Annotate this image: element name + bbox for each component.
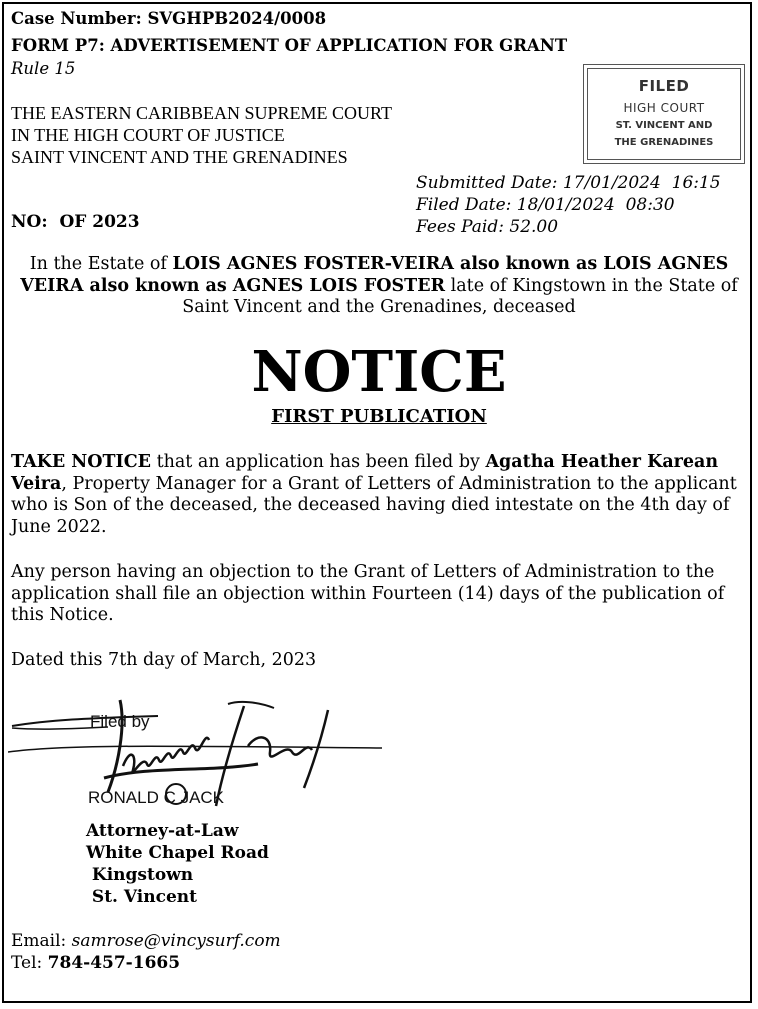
stamp-line: THE GRENADINES	[614, 137, 714, 148]
address-line: St. Vincent	[86, 887, 197, 907]
court-heading	[11, 102, 392, 168]
court-line: SAINT VINCENT AND THE GRENADINES	[11, 147, 348, 167]
signatory-name: RONALD C JACK	[88, 788, 225, 807]
paragraph-text: that an application has been filed by	[151, 452, 486, 472]
stamp-line: HIGH COURT	[623, 101, 705, 115]
estate-suffix: late of Kingstown in the State of Saint Vincent and the Grenadines, deceased	[182, 275, 738, 317]
filing-details	[416, 172, 721, 238]
court-line: THE EASTERN CARIBBEAN SUPREME COURT	[11, 103, 392, 123]
email-label: Email:	[11, 931, 72, 951]
estate-statement	[10, 254, 748, 319]
publication-label: FIRST PUBLICATION	[271, 406, 487, 427]
address-line: White Chapel Road	[86, 843, 269, 863]
court-line: IN THE HIGH COURT OF JUSTICE	[11, 125, 285, 145]
address-line: Attorney-at-Law	[86, 821, 239, 841]
objection-paragraph: Any person having an objection to the Grant of Letters of Administration to the application shall file an objection within Fourteen (14) days of the publication of this Notice.	[11, 562, 725, 625]
rule-reference: Rule 15	[11, 59, 76, 78]
form-title: FORM P7: ADVERTISEMENT OF APPLICATION FOR GRANT	[11, 36, 568, 55]
filed-by-label: Filed by	[90, 712, 150, 731]
matter-number: NO: OF 2023	[11, 212, 140, 232]
filed-stamp	[587, 68, 741, 160]
notice-paragraph	[11, 452, 746, 538]
tel-label: Tel:	[11, 953, 48, 973]
deceased-name: LOIS AGNES FOSTER-VEIRA also known as LOIS AGNES VEIRA also known as AGNES LOIS FOSTER	[20, 254, 729, 296]
estate-prefix: In the Estate of	[29, 254, 173, 274]
take-notice: TAKE NOTICE	[11, 452, 151, 472]
email-address: samrose@vincysurf.com	[71, 931, 281, 951]
stamp-line: FILED	[638, 77, 690, 95]
submitted-date: Submitted Date: 17/01/2024 16:15	[416, 173, 721, 193]
paragraph-text: , Property Manager for a Grant of Letters of Administration to the applicant who is Son of the deceased, the deceased having died intestate on the 4th day of June 2022.	[11, 473, 737, 537]
case-number: Case Number: SVGHPB2024/0008	[11, 9, 327, 28]
filed-date: Filed Date: 18/01/2024 08:30	[416, 195, 675, 215]
address-line: Kingstown	[86, 865, 194, 885]
applicant-name: Agatha Heather Karean Veira	[11, 452, 719, 494]
attorney-address	[86, 820, 269, 908]
fees-paid: Fees Paid: 52.00	[416, 217, 559, 237]
notice-title: NOTICE	[251, 339, 507, 405]
contact-details	[11, 930, 281, 974]
stamp-line: ST. VINCENT AND	[615, 120, 713, 131]
phone-number: 784-457-1665	[47, 953, 181, 973]
dated-line: Dated this 7th day of March, 2023	[11, 650, 317, 670]
